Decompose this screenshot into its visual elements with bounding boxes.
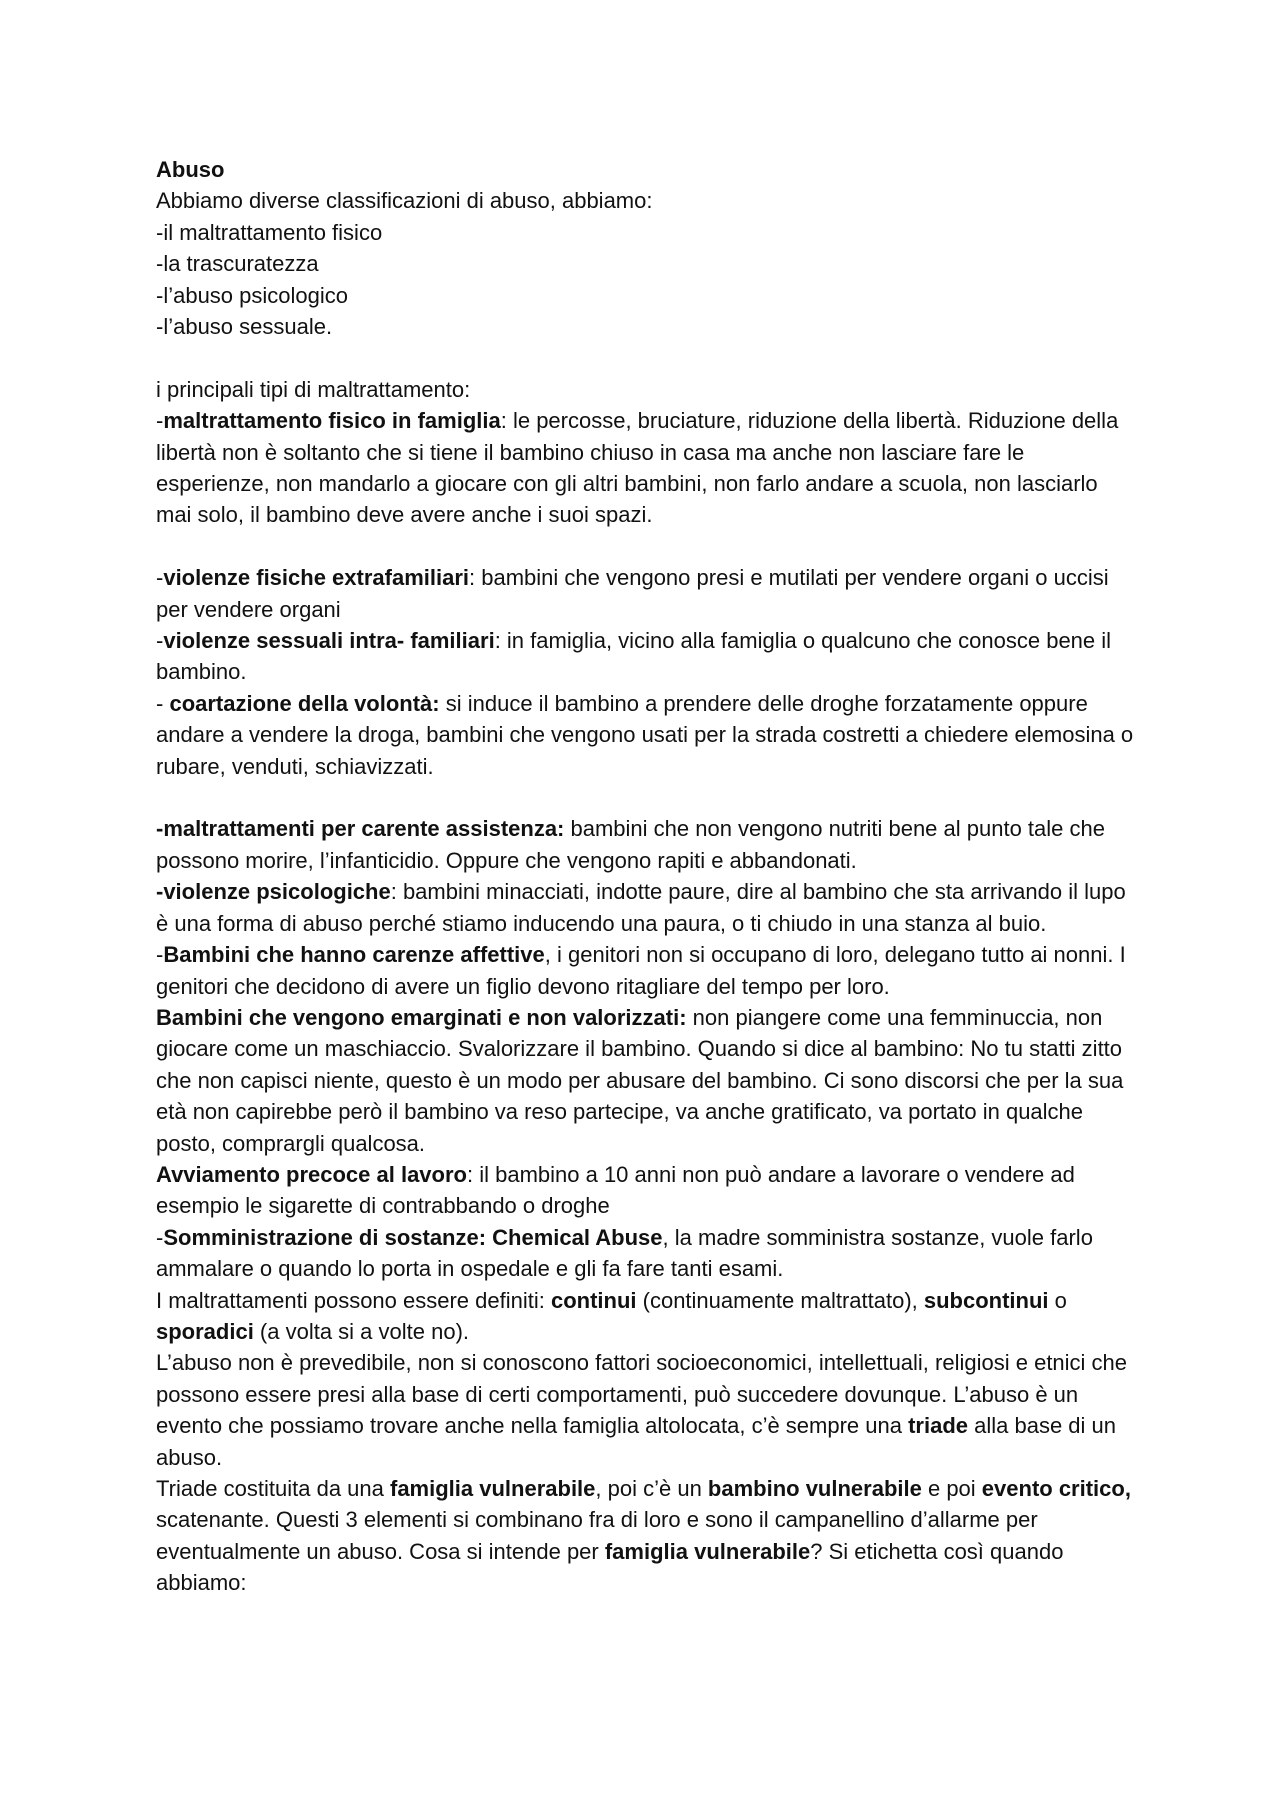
paragraph-emarginati: Bambini che vengono emarginati e non valorizzati: non piangere come una femminuccia, non giocare come un maschiaccio. Svalorizzare il bambino. Quando si dice al bambino: No tu statti zitto che non capisci niente, questo è un modo per abusare del bambino. Ci sono discorsi che per la sua età non capirebbe però il bambino va reso partecipe, va anche gratificato, va portato in qualche posto, comprargli qualcosa. bbox=[156, 1004, 1124, 1156]
document-title: Abuso bbox=[156, 157, 225, 182]
paragraph-coartazione: - coartazione della volontà: si induce il bambino a prendere delle droghe forzatamente oppure andare a vendere la droga, bambini che vengono usati per la strada costretti a chiedere elemosina o rubare, venduti, schiavizzati. bbox=[156, 690, 1134, 779]
paragraph-violenze-psicologiche: -violenze psicologiche: bambini minacciati, indotte paure, dire al bambino che sta arrivando il lupo è una forma di abuso perché stiamo inducendo una paura, o ti chiudo in una stanza al buio. bbox=[156, 879, 1126, 936]
paragraph-carenze-affettive: -Bambini che hanno carenze affettive, i genitori non si occupano di loro, delegano tutto ai nonni. I genitori che decidono di avere un figlio devono ritagliare del tempo per loro. bbox=[156, 942, 1126, 999]
paragraph-gap bbox=[156, 342, 1136, 373]
paragraph-triade: Triade costituita da una famiglia vulnerabile, poi c’è un bambino vulnerabile e poi evento critico, scatenante. Questi 3 elementi si combinano fra di loro e sono il campanellino d’allarme per eventualmente un abuso. Cosa si intende per famiglia vulnerabile? Si etichetta così quando abbiamo: bbox=[156, 1476, 1131, 1596]
paragraph-definizioni: I maltrattamenti possono essere definiti: continui (continuamente maltrattato), subcontinui o sporadici (a volta si a volte no). bbox=[156, 1287, 1067, 1344]
paragraph-imprevedibile: L’abuso non è prevedibile, non si conoscono fattori socioeconomici, intellettuali, religiosi e etnici che possono essere presi alla base di certi comportamenti, può succedere dovunque. L’abuso è un evento che possiamo trovare anche nella famiglia altolocata, c’è sempre una triade alla base di un abuso. bbox=[156, 1350, 1128, 1470]
paragraph-gap bbox=[156, 531, 1136, 562]
intro-item: -l’abuso psicologico bbox=[156, 282, 348, 308]
paragraph-maltrattamento-fisico: -maltrattamento fisico in famiglia: le percosse, bruciature, riduzione della libertà. Riduzione della libertà non è soltanto che si tiene il bambino chiuso in casa ma anche non lasciare fare le esperienze, non mandarlo a giocare con gli altri bambini, non farlo andare a scuola, non lasciarlo mai solo, il bambino deve avere anche i suoi spazi. bbox=[156, 408, 1119, 528]
paragraph-avviamento-lavoro: Avviamento precoce al lavoro: il bambino a 10 anni non può andare a lavorare o vendere ad esempio le sigarette di contrabbando o droghe bbox=[156, 1161, 1075, 1219]
intro-item: -la trascuratezza bbox=[156, 251, 319, 277]
document-body bbox=[156, 154, 1136, 1599]
paragraph-violenze-sessuali: -violenze sessuali intra- familiari: in famiglia, vicino alla famiglia o qualcuno che conosce bene il bambino. bbox=[156, 628, 1112, 685]
paragraph-violenze-extrafamiliari: -violenze fisiche extrafamiliari: bambini che vengono presi e mutilati per vendere organi o uccisi per vendere organi bbox=[156, 565, 1109, 622]
paragraph-gap bbox=[156, 782, 1136, 813]
tipi-heading: i principali tipi di maltrattamento: bbox=[156, 376, 471, 402]
intro-item: -il maltrattamento fisico bbox=[156, 219, 383, 245]
intro-lead: Abbiamo diverse classificazioni di abuso, abbiamo: bbox=[156, 188, 653, 214]
paragraph-somministrazione: -Somministrazione di sostanze: Chemical Abuse, la madre somministra sostanze, vuole farlo ammalare o quando lo porta in ospedale e gli fa fare tanti esami. bbox=[156, 1224, 1093, 1282]
paragraph-carente-assistenza: -maltrattamenti per carente assistenza: bambini che non vengono nutriti bene al punto tale che possono morire, l’infanticidio. Oppure che vengono rapiti e abbandonati. bbox=[156, 816, 1105, 873]
intro-item: -l’abuso sessuale. bbox=[156, 314, 333, 340]
